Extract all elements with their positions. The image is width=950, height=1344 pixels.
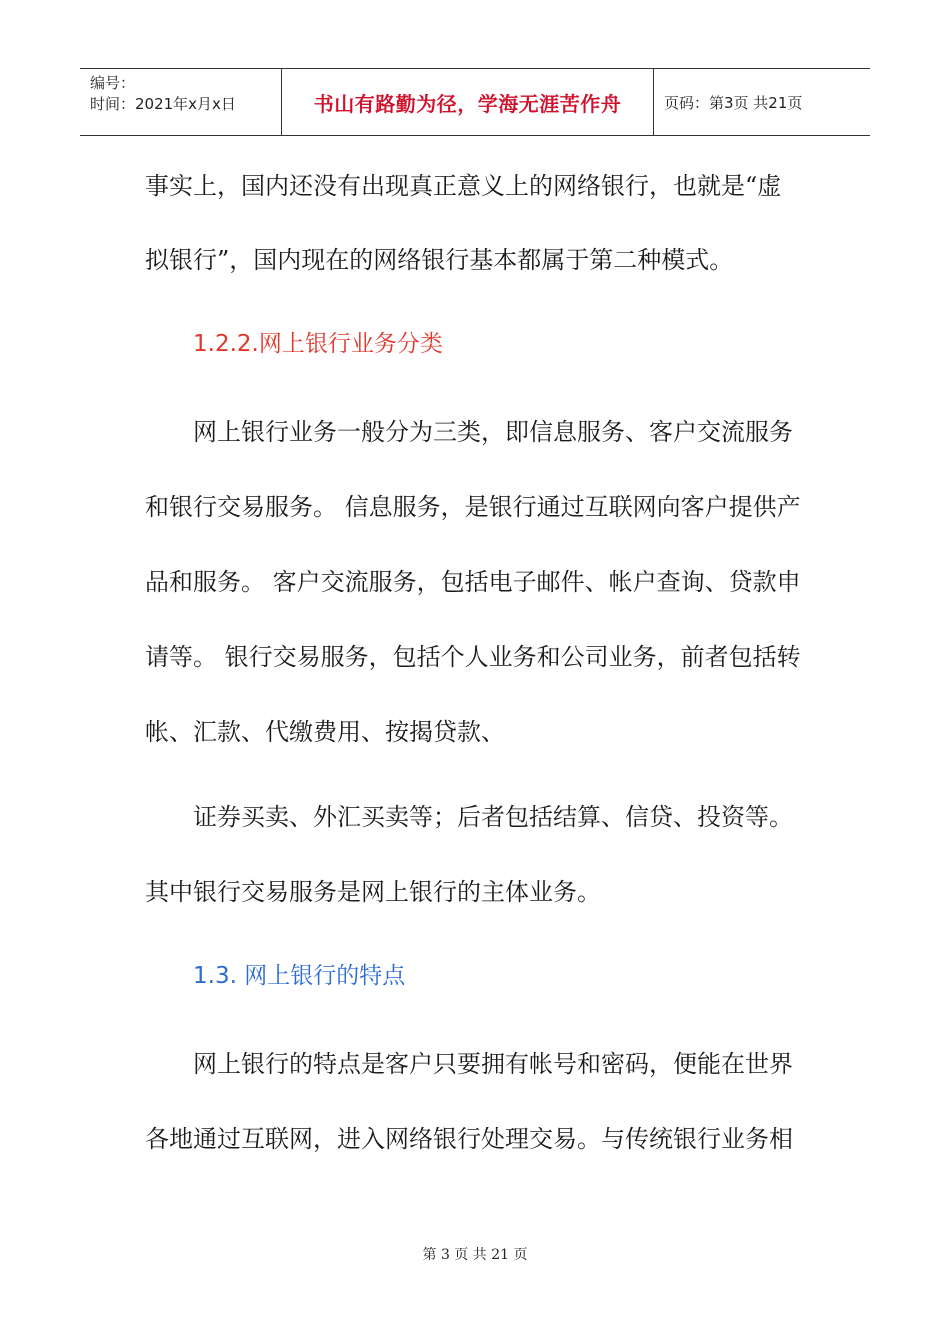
body-line: 事实上，国内还没有出现真正意义上的网络银行，也就是“虚 [145,172,782,200]
document-time-label: 时间：2021年x月x日 [90,95,236,113]
header-page-info: 页码：第3页 共21页 [664,93,803,112]
header-meta [80,69,282,135]
body-line: 网上银行的特点是客户只要拥有帐号和密码，便能在世界 [193,1050,793,1078]
body-line: 其中银行交易服务是网上银行的主体业务。 [145,878,601,906]
header-motto: 书山有路勤为径，学海无涯苦作舟 [282,69,654,135]
document-number-label: 编号： [90,74,136,92]
page-footer: 第 3 页 共 21 页 [422,1247,528,1263]
body-line: 拟银行”，国内现在的网络银行基本都属于第二种模式。 [145,246,734,274]
page-header [80,68,870,136]
body-line: 各地通过互联网，进入网络银行处理交易。与传统银行业务相 [145,1125,793,1153]
section-heading: 1.2.2.网上银行业务分类 [193,331,443,357]
body-line: 品和服务。 客户交流服务，包括电子邮件、帐户查询、贷款申 [145,568,801,596]
body-line: 和银行交易服务。 信息服务，是银行通过互联网向客户提供产 [145,493,801,521]
body-line: 帐、汇款、代缴费用、按揭贷款、 [145,718,505,746]
body-line: 证券买卖、外汇买卖等；后者包括结算、信贷、投资等。 [193,803,793,831]
section-heading: 1.3. 网上银行的特点 [193,963,406,989]
body-line: 请等。 银行交易服务，包括个人业务和公司业务，前者包括转 [145,643,801,671]
body-line: 网上银行业务一般分为三类，即信息服务、客户交流服务 [193,418,793,446]
